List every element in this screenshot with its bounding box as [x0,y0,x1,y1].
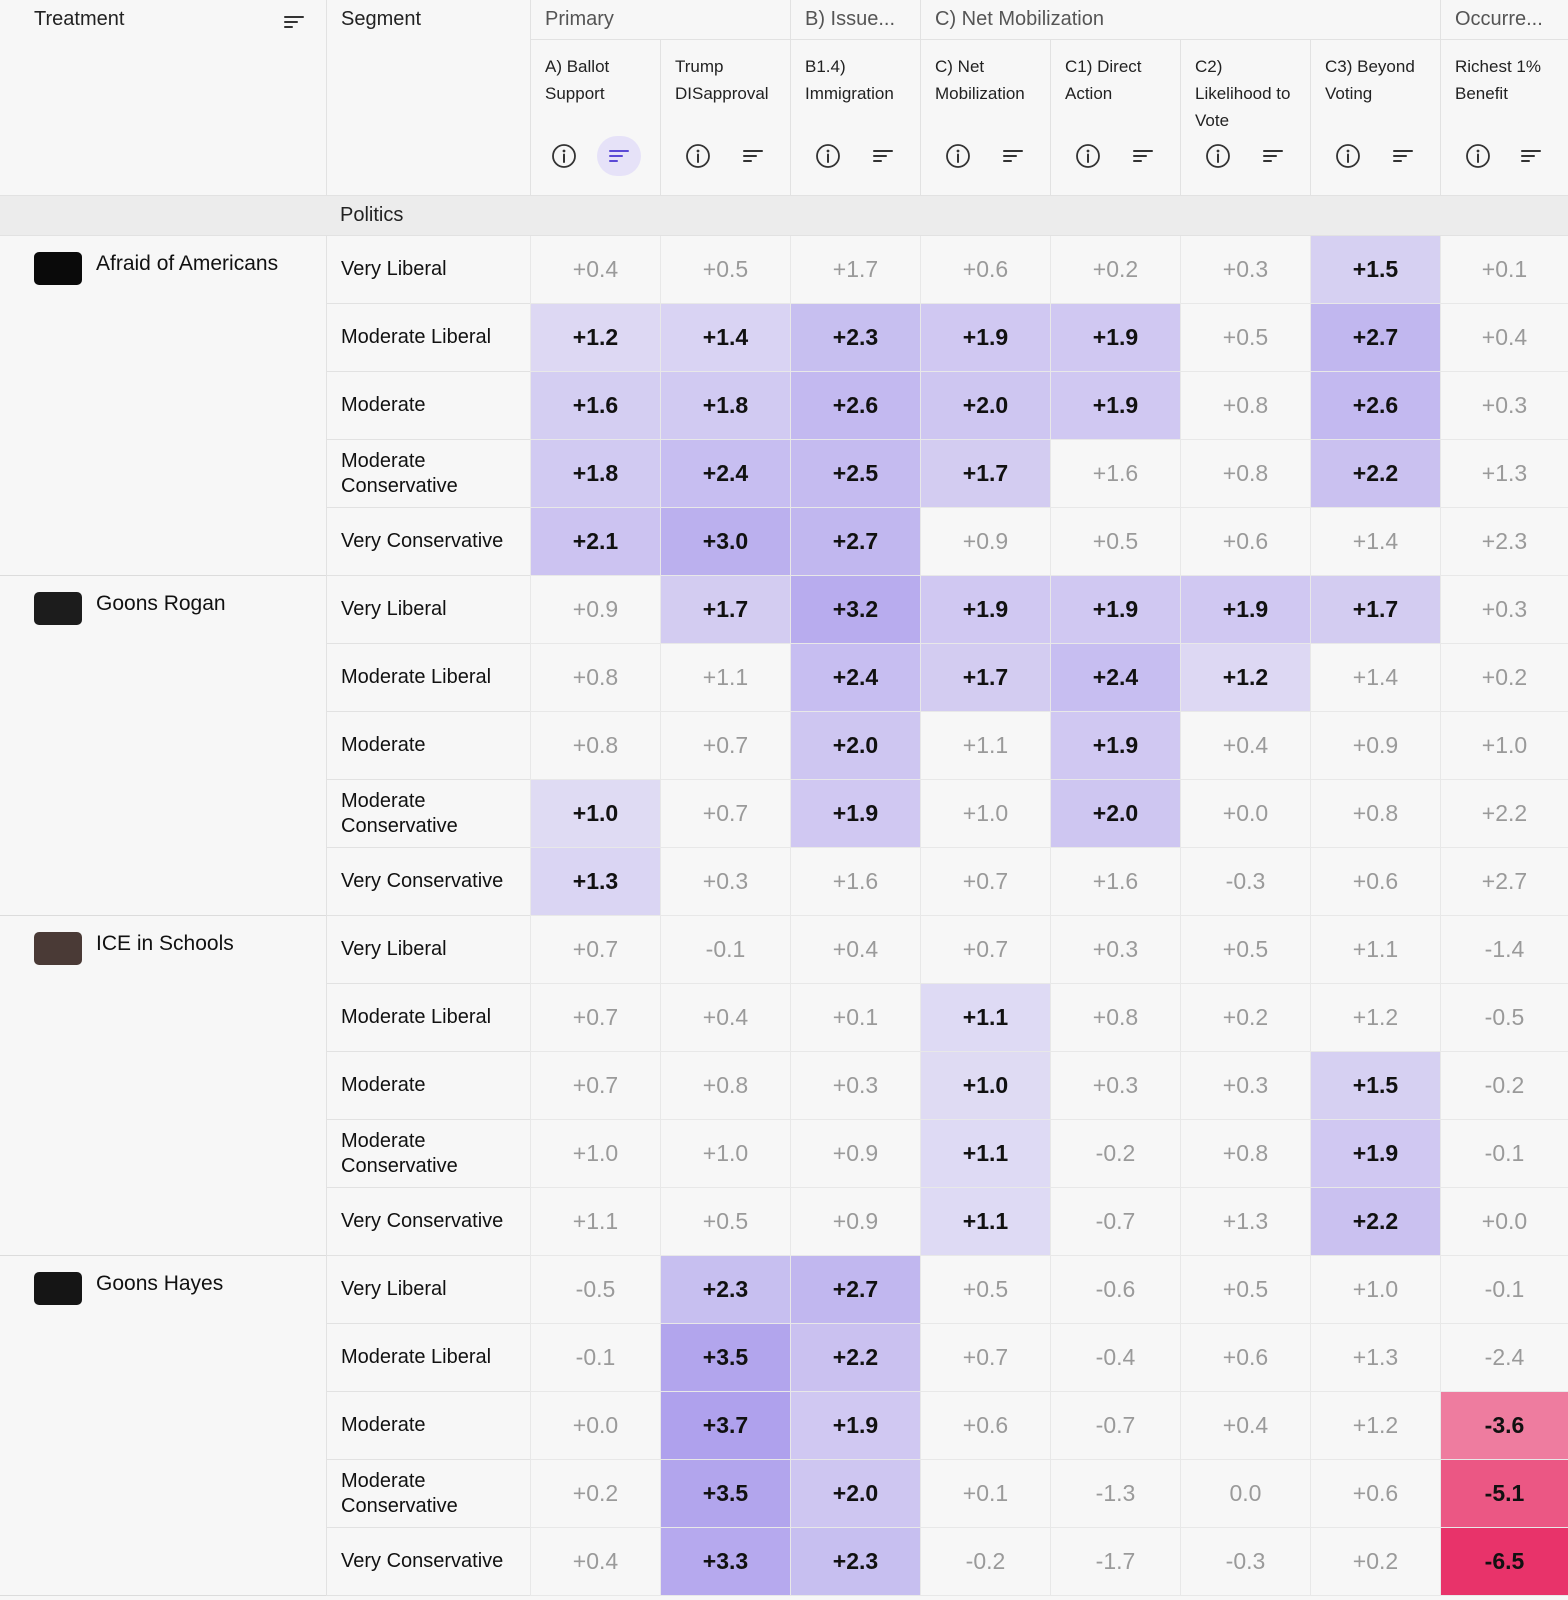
value-cell: +0.6 [920,1392,1050,1460]
sort-icon[interactable] [739,142,767,170]
value-cell: +0.8 [530,644,660,712]
value-cell: +0.9 [790,1188,920,1256]
value-cell: +1.9 [920,576,1050,644]
sort-icon[interactable] [999,142,1027,170]
treatment-name: ICE in Schools [96,932,234,955]
value-cell: -0.1 [530,1324,660,1392]
value-cell: +1.1 [660,644,790,712]
value-cell: -0.1 [1440,1120,1568,1188]
value-cell: +1.0 [530,780,660,848]
metric-label: B1.4) Immigration [805,57,894,103]
value-cell: +1.3 [1310,1324,1440,1392]
value-cell: +1.9 [790,1392,920,1460]
value-cell: +1.9 [1050,576,1180,644]
value-cell: +2.7 [1310,304,1440,372]
value-cell: +0.7 [660,780,790,848]
sort-icon[interactable] [1389,142,1417,170]
value-cell: +3.5 [660,1460,790,1528]
column-group-header: Primary [530,0,790,40]
value-cell: +0.3 [1050,916,1180,984]
value-cell: +1.2 [1310,1392,1440,1460]
value-cell: +2.0 [920,372,1050,440]
value-cell: +1.8 [660,372,790,440]
value-cell: +0.6 [1180,508,1310,576]
value-cell: 0.0 [1180,1460,1310,1528]
segment-label: Moderate Liberal [326,304,530,372]
value-cell: +1.1 [920,1188,1050,1256]
value-cell: -0.6 [1050,1256,1180,1324]
value-cell: +3.7 [660,1392,790,1460]
value-cell: +1.4 [1310,644,1440,712]
value-cell: +2.6 [1310,372,1440,440]
segment-label: Moderate [326,1052,530,1120]
value-cell: +0.6 [920,236,1050,304]
value-cell: +0.8 [1180,1120,1310,1188]
value-cell: -1.7 [1050,1528,1180,1596]
value-cell: +1.9 [1310,1120,1440,1188]
metric-header-actions [1311,136,1440,176]
value-cell: -5.1 [1440,1460,1568,1528]
column-group-header: B) Issue... [790,0,920,40]
treatment-group[interactable] [0,916,326,1256]
segment-label: Moderate Conservative [326,780,530,848]
value-cell: +1.1 [920,984,1050,1052]
value-cell: +0.9 [530,576,660,644]
value-cell: +1.2 [1310,984,1440,1052]
value-cell: +0.7 [920,848,1050,916]
value-cell: +0.3 [1180,236,1310,304]
segment-column-header [326,0,530,196]
value-cell: +0.8 [1310,780,1440,848]
value-cell: +0.4 [530,1528,660,1596]
value-cell: -0.5 [1440,984,1568,1052]
segment-label: Moderate [326,1392,530,1460]
value-cell: +0.9 [1310,712,1440,780]
segment-label: Moderate [326,372,530,440]
value-cell: -0.3 [1180,1528,1310,1596]
value-cell: +0.4 [790,916,920,984]
value-cell: -6.5 [1440,1528,1568,1596]
value-cell: +1.3 [1440,440,1568,508]
value-cell: +1.4 [1310,508,1440,576]
value-cell: +1.7 [920,440,1050,508]
treatment-group[interactable] [0,576,326,916]
segment-label: Moderate Liberal [326,644,530,712]
value-cell: +2.3 [660,1256,790,1324]
value-cell: -3.6 [1440,1392,1568,1460]
value-cell: +0.7 [660,712,790,780]
metric-label: Trump DISapproval [675,57,769,103]
treatment-group[interactable] [0,236,326,576]
sort-icon[interactable] [1129,142,1157,170]
value-cell: +1.6 [1050,848,1180,916]
value-cell: +1.6 [530,372,660,440]
value-cell: +2.2 [1440,780,1568,848]
value-cell: +0.0 [1180,780,1310,848]
value-cell: +3.2 [790,576,920,644]
value-cell: -1.4 [1440,916,1568,984]
value-cell: +2.0 [1050,780,1180,848]
metric-header-actions [1181,136,1310,176]
value-cell: +1.7 [790,236,920,304]
treatment-group[interactable] [0,1256,326,1596]
value-cell: +0.7 [920,916,1050,984]
info-icon[interactable] [550,142,578,170]
segment-label: Very Conservative [326,1528,530,1596]
value-cell: +1.0 [1440,712,1568,780]
metric-label: A) Ballot Support [545,57,610,103]
value-cell: +0.3 [1180,1052,1310,1120]
column-group-header: C) Net Mobilization [920,0,1440,40]
sort-icon[interactable] [280,8,308,36]
value-cell: +0.7 [530,1052,660,1120]
metric-header-actions [1051,136,1180,176]
value-cell: +2.6 [790,372,920,440]
value-cell: +2.2 [790,1324,920,1392]
value-cell: +0.4 [660,984,790,1052]
value-cell: +1.5 [1310,1052,1440,1120]
metric-label: C) Net Mobilization [935,57,1025,103]
value-cell: +1.9 [920,304,1050,372]
treatment-name: Goons Rogan [96,592,226,615]
value-cell: +0.3 [1440,576,1568,644]
value-cell: -1.3 [1050,1460,1180,1528]
segment-label: Moderate Conservative [326,1120,530,1188]
value-cell: +0.9 [790,1120,920,1188]
value-cell: +0.5 [660,1188,790,1256]
value-cell: +0.8 [1050,984,1180,1052]
value-cell: +2.4 [1050,644,1180,712]
value-cell: +1.4 [660,304,790,372]
value-cell: +2.0 [790,1460,920,1528]
info-icon[interactable] [1334,142,1362,170]
section-header-politics: Politics [0,196,1568,236]
value-cell: +0.2 [530,1460,660,1528]
value-cell: -0.7 [1050,1188,1180,1256]
value-cell: +1.8 [530,440,660,508]
value-cell: +0.4 [1180,1392,1310,1460]
value-cell: +1.2 [530,304,660,372]
value-cell: +0.8 [1180,372,1310,440]
value-cell: +2.2 [1310,1188,1440,1256]
metric-label: C2) Likelihood to Vote [1195,57,1291,130]
metric-header-actions [661,136,790,176]
value-cell: +0.5 [1050,508,1180,576]
value-cell: +2.3 [1440,508,1568,576]
value-cell: +0.2 [1180,984,1310,1052]
segment-label: Moderate Liberal [326,984,530,1052]
info-icon[interactable] [1464,142,1492,170]
value-cell: -0.4 [1050,1324,1180,1392]
value-cell: +3.5 [660,1324,790,1392]
metric-header-actions [531,136,660,176]
segment-header-label: Segment [341,8,422,30]
segment-label: Moderate Conservative [326,440,530,508]
segment-label: Very Conservative [326,1188,530,1256]
treatment-name: Afraid of Americans [96,252,279,275]
value-cell: +0.9 [920,508,1050,576]
sort-icon[interactable] [1517,142,1545,170]
value-cell: +1.0 [920,1052,1050,1120]
value-cell: +1.1 [920,1120,1050,1188]
value-cell: -0.2 [1050,1120,1180,1188]
metric-header-actions [921,136,1050,176]
value-cell: +1.9 [1050,372,1180,440]
value-cell: +3.3 [660,1528,790,1596]
value-cell: +1.3 [1180,1188,1310,1256]
sort-icon[interactable] [869,142,897,170]
value-cell: +0.2 [1440,644,1568,712]
value-cell: +2.2 [1310,440,1440,508]
value-cell: +2.7 [790,508,920,576]
metric-column-header [920,40,1050,196]
segment-label: Moderate Liberal [326,1324,530,1392]
segment-label: Very Conservative [326,848,530,916]
value-cell: -0.1 [1440,1256,1568,1324]
value-cell: +0.1 [790,984,920,1052]
metric-column-header [790,40,920,196]
value-cell: +1.3 [530,848,660,916]
value-cell: +1.9 [1050,304,1180,372]
value-cell: +1.1 [1310,916,1440,984]
value-cell: -0.5 [530,1256,660,1324]
value-cell: +1.9 [790,780,920,848]
treatment-header-label: Treatment [34,8,125,30]
value-cell: +0.4 [530,236,660,304]
value-cell: +0.4 [1440,304,1568,372]
segment-label: Moderate Conservative [326,1460,530,1528]
video-thumbnail[interactable] [34,932,82,965]
metric-column-header [1180,40,1310,196]
value-cell: +0.3 [790,1052,920,1120]
value-cell: -0.1 [660,916,790,984]
value-cell: +0.5 [920,1256,1050,1324]
video-thumbnail[interactable] [34,592,82,625]
value-cell: +0.4 [1180,712,1310,780]
value-cell: +2.4 [790,644,920,712]
info-icon[interactable] [684,142,712,170]
value-cell: +0.1 [920,1460,1050,1528]
value-cell: +1.1 [920,712,1050,780]
value-cell: +0.3 [1440,372,1568,440]
metric-label: C3) Beyond Voting [1325,57,1415,103]
value-cell: +0.7 [530,984,660,1052]
value-cell: +0.6 [1180,1324,1310,1392]
value-cell: +1.0 [920,780,1050,848]
value-cell: +3.0 [660,508,790,576]
value-cell: +0.6 [1310,848,1440,916]
value-cell: +1.5 [1310,236,1440,304]
metric-header-actions [791,136,920,176]
value-cell: +1.0 [660,1120,790,1188]
value-cell: +2.5 [790,440,920,508]
metric-column-header [1440,40,1568,196]
value-cell: +1.1 [530,1188,660,1256]
video-thumbnail[interactable] [34,252,82,285]
value-cell: +0.5 [660,236,790,304]
value-cell: +2.3 [790,1528,920,1596]
value-cell: +1.0 [1310,1256,1440,1324]
value-cell: -2.4 [1440,1324,1568,1392]
value-cell: +0.3 [660,848,790,916]
metric-label: C1) Direct Action [1065,57,1142,103]
value-cell: +0.3 [1050,1052,1180,1120]
treatment-column-header[interactable] [0,0,326,196]
value-cell: +0.6 [1310,1460,1440,1528]
video-thumbnail[interactable] [34,1272,82,1305]
value-cell: +2.4 [660,440,790,508]
value-cell: +0.8 [530,712,660,780]
value-cell: -0.2 [1440,1052,1568,1120]
value-cell: +0.0 [530,1392,660,1460]
info-icon[interactable] [944,142,972,170]
value-cell: -0.7 [1050,1392,1180,1460]
segment-label: Very Liberal [326,916,530,984]
value-cell: +1.7 [1310,576,1440,644]
value-cell: +0.5 [1180,916,1310,984]
segment-label: Very Liberal [326,576,530,644]
value-cell: +2.0 [790,712,920,780]
info-icon[interactable] [1204,142,1232,170]
value-cell: +0.2 [1310,1528,1440,1596]
value-cell: +0.7 [920,1324,1050,1392]
value-cell: +2.7 [1440,848,1568,916]
info-icon[interactable] [1074,142,1102,170]
value-cell: +1.6 [790,848,920,916]
metric-column-header [530,40,660,196]
value-cell: +1.0 [530,1120,660,1188]
value-cell: +0.8 [660,1052,790,1120]
segment-label: Very Liberal [326,1256,530,1324]
metric-column-header [660,40,790,196]
value-cell: -0.2 [920,1528,1050,1596]
value-cell: +1.9 [1050,712,1180,780]
value-cell: +2.3 [790,304,920,372]
segment-label: Very Liberal [326,236,530,304]
column-group-header: Occurre... [1440,0,1568,40]
sort-icon[interactable] [597,136,641,176]
segment-label: Moderate [326,712,530,780]
value-cell: +1.7 [660,576,790,644]
value-cell: +0.5 [1180,1256,1310,1324]
info-icon[interactable] [814,142,842,170]
value-cell: -0.3 [1180,848,1310,916]
metric-label: Richest 1% Benefit [1455,57,1541,103]
value-cell: +0.2 [1050,236,1180,304]
value-cell: +1.7 [920,644,1050,712]
value-cell: +0.5 [1180,304,1310,372]
value-cell: +0.1 [1440,236,1568,304]
sort-icon[interactable] [1259,142,1287,170]
value-cell: +2.7 [790,1256,920,1324]
metric-column-header [1310,40,1440,196]
value-cell: +0.7 [530,916,660,984]
value-cell: +2.1 [530,508,660,576]
treatment-name: Goons Hayes [96,1272,224,1295]
metric-header-actions [1441,136,1568,176]
segment-label: Very Conservative [326,508,530,576]
value-cell: +0.8 [1180,440,1310,508]
value-cell: +1.2 [1180,644,1310,712]
metric-column-header [1050,40,1180,196]
value-cell: +0.0 [1440,1188,1568,1256]
value-cell: +1.6 [1050,440,1180,508]
value-cell: +1.9 [1180,576,1310,644]
